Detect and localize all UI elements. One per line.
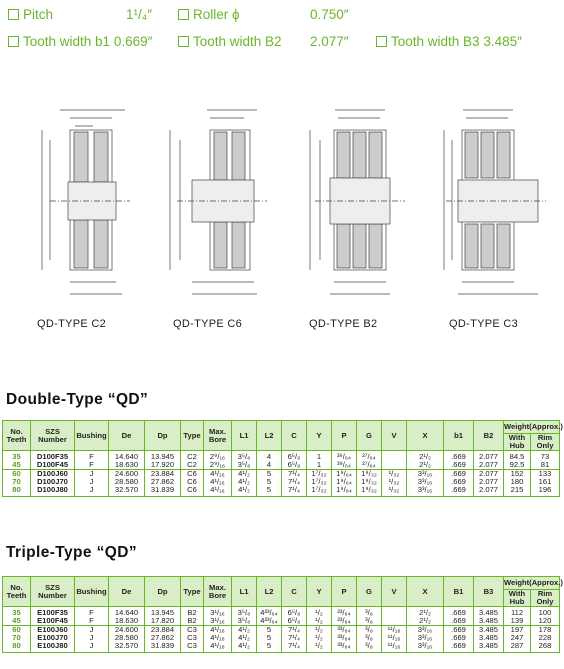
table-cell: 2¹/₂ xyxy=(407,461,444,470)
table-cell: 4¹/₂ xyxy=(232,634,257,642)
table-cell: 3.485 xyxy=(474,642,504,653)
table-cell: 4¹/₂ xyxy=(232,642,257,653)
table-cell: D100J70 xyxy=(31,478,75,486)
table-cell: C2 xyxy=(181,451,204,462)
table-cell: ³/₈ xyxy=(357,626,382,635)
col-header: L2 xyxy=(257,577,282,607)
drawing-c3 xyxy=(438,100,548,305)
table-cell: ³³/₆₄ xyxy=(332,634,357,642)
col-header: B1 xyxy=(444,577,474,607)
table-cell: D100J60 xyxy=(31,470,75,479)
table-cell: .669 xyxy=(444,607,474,618)
table-cell: 70 xyxy=(3,478,31,486)
table-cell: .669 xyxy=(444,634,474,642)
table-cell: C6 xyxy=(181,478,204,486)
table-cell: 35 xyxy=(3,451,31,462)
table-cell: 3.485 xyxy=(474,626,504,635)
triple-type-table xyxy=(2,576,563,653)
table-cell: D100J80 xyxy=(31,486,75,497)
table-cell: 45 xyxy=(3,617,31,626)
table-cell: 197 xyxy=(504,626,531,635)
table-cell: 2.077 xyxy=(474,486,504,497)
b1-value: 0.669″ xyxy=(113,34,153,49)
table-cell: 3³/₁₆ xyxy=(407,470,444,479)
table-cell: 196 xyxy=(531,486,560,497)
table-cell: 23.884 xyxy=(145,626,181,635)
table-cell: 4¹/₁₆ xyxy=(204,626,232,635)
table-cell: 6⁵/₈ xyxy=(282,461,307,470)
table-cell: ³/₈ xyxy=(357,642,382,653)
table-cell xyxy=(382,607,407,618)
checkbox-icon xyxy=(178,36,189,47)
table-cell: 5 xyxy=(257,478,282,486)
col-header: Type xyxy=(181,577,204,607)
table-cell: .669 xyxy=(444,478,474,486)
col-header: With Hub xyxy=(504,434,531,451)
table-cell: 215 xyxy=(504,486,531,497)
double-type-body xyxy=(3,451,560,497)
table-cell: 1⁷/₃₂ xyxy=(307,478,332,486)
table-cell: 5 xyxy=(257,634,282,642)
table-cell: F xyxy=(75,461,109,470)
table-cell: 3⁵/₈ xyxy=(232,617,257,626)
table-cell: 6⁵/₈ xyxy=(282,451,307,462)
table-cell: ¹/₃₂ xyxy=(382,478,407,486)
table-cell: 3³/₁₆ xyxy=(407,478,444,486)
table-cell: 178 xyxy=(531,626,560,635)
table-cell: 70 xyxy=(3,634,31,642)
table-cell: 3¹/₁₆ xyxy=(204,607,232,618)
table-cell: .669 xyxy=(444,461,474,470)
table-row xyxy=(3,461,560,470)
table-cell: 13.945 xyxy=(145,607,181,618)
spec-pitch-value xyxy=(126,7,152,22)
drawing-label: QD-TYPE C2 xyxy=(37,318,107,330)
b1-label: Tooth width b1 xyxy=(23,34,111,49)
table-cell: 7¹/₄ xyxy=(282,634,307,642)
table-cell: C3 xyxy=(181,634,204,642)
table-cell: ¹¹/₁₆ xyxy=(382,642,407,653)
table-cell: 228 xyxy=(531,634,560,642)
table-cell: 1⁹/₆₄ xyxy=(332,470,357,479)
table-cell: 60 xyxy=(3,626,31,635)
table-row xyxy=(3,486,560,497)
table-cell: .669 xyxy=(444,642,474,653)
spec-b2 xyxy=(178,34,282,49)
checkbox-icon xyxy=(8,9,19,20)
table-cell: 3³/₁₆ xyxy=(407,642,444,653)
table-cell: 287 xyxy=(504,642,531,653)
table-cell: 152 xyxy=(504,470,531,479)
table-cell: F xyxy=(75,607,109,618)
table-cell: 3⁵/₈ xyxy=(232,607,257,618)
table-cell: C3 xyxy=(181,626,204,635)
table-cell: J xyxy=(75,642,109,653)
table-cell: ³⁹/₆₄ xyxy=(332,451,357,462)
table-cell: 3⁵/₈ xyxy=(232,461,257,470)
checkbox-icon xyxy=(8,36,19,47)
table-cell: 7¹/₄ xyxy=(282,470,307,479)
table-row xyxy=(3,607,560,618)
table-cell: 3³/₁₆ xyxy=(407,634,444,642)
table-row xyxy=(3,634,560,642)
col-header: V xyxy=(382,577,407,607)
col-header: B2 xyxy=(474,421,504,451)
pitch-label: Pitch xyxy=(23,7,54,22)
table-cell: 2.077 xyxy=(474,451,504,462)
table-cell: E100J60 xyxy=(31,626,75,635)
table-cell: 2.077 xyxy=(474,470,504,479)
table-cell: 27.862 xyxy=(145,634,181,642)
table-cell: E100J70 xyxy=(31,634,75,642)
table-cell: C6 xyxy=(181,486,204,497)
checkbox-icon xyxy=(376,36,387,47)
spec-roller-value xyxy=(310,7,349,22)
triple-type-title: Triple-Type “QD” xyxy=(6,544,137,561)
table-cell: 1⁷/₃₂ xyxy=(307,470,332,479)
table-cell: E100J80 xyxy=(31,642,75,653)
table-cell: 60 xyxy=(3,470,31,479)
table-cell: 1 xyxy=(307,461,332,470)
b2-label: Tooth width B2 xyxy=(193,34,282,49)
table-cell: 3.485 xyxy=(474,617,504,626)
col-header: G xyxy=(357,421,382,451)
table-cell: E100F35 xyxy=(31,607,75,618)
table-cell: 161 xyxy=(531,478,560,486)
table-cell: 268 xyxy=(531,642,560,653)
table-cell: F xyxy=(75,451,109,462)
col-header: C xyxy=(282,421,307,451)
table-cell: 2¹/₂ xyxy=(407,607,444,618)
table-cell: ¹/₂ xyxy=(307,634,332,642)
spec-roller xyxy=(178,7,240,22)
table-cell: 80 xyxy=(3,642,31,653)
roller-label: Roller ϕ xyxy=(193,7,240,22)
weight-header: Weight(Approx.) xyxy=(504,421,560,434)
table-cell: B2 xyxy=(181,617,204,626)
table-cell: 92.5 xyxy=(504,461,531,470)
table-cell: J xyxy=(75,626,109,635)
table-cell: 45 xyxy=(3,461,31,470)
table-row xyxy=(3,478,560,486)
table-cell: .669 xyxy=(444,486,474,497)
table-cell: 247 xyxy=(504,634,531,642)
table-cell: .669 xyxy=(444,617,474,626)
table-cell: 4¹/₁₆ xyxy=(204,486,232,497)
table-cell: 4¹/₂ xyxy=(232,478,257,486)
table-row xyxy=(3,626,560,635)
col-header: Rim Only xyxy=(531,590,560,607)
table-cell: 28.580 xyxy=(109,634,145,642)
table-cell: ³³/₆₄ xyxy=(332,642,357,653)
drawing-c2 xyxy=(30,100,140,305)
col-header: L2 xyxy=(257,421,282,451)
table-cell: 2¹/₂ xyxy=(407,617,444,626)
table-cell: ¹¹/₁₆ xyxy=(382,634,407,642)
col-header: Type xyxy=(181,421,204,451)
table-cell: 81 xyxy=(531,461,560,470)
table-cell: 100 xyxy=(531,607,560,618)
col-header: C xyxy=(282,577,307,607)
col-header: Dp xyxy=(145,577,181,607)
table-cell: 14.640 xyxy=(109,607,145,618)
spec-pitch xyxy=(8,7,53,22)
table-cell: ²³/₆₄ xyxy=(332,607,357,618)
table-cell: C6 xyxy=(181,470,204,479)
table-cell: 3⁵/₈ xyxy=(232,451,257,462)
table-cell: J xyxy=(75,478,109,486)
table-cell: ³/₈ xyxy=(357,617,382,626)
table-cell: 24.600 xyxy=(109,626,145,635)
table-cell: 73 xyxy=(531,451,560,462)
table-cell: 1 xyxy=(307,451,332,462)
col-header: V xyxy=(382,421,407,451)
table-cell: 2¹/₂ xyxy=(407,451,444,462)
table-cell: .669 xyxy=(444,626,474,635)
col-header: Max. Bore xyxy=(204,421,232,451)
col-header: Bushing xyxy=(75,577,109,607)
col-header: De xyxy=(109,421,145,451)
table-cell: 3.485 xyxy=(474,634,504,642)
table-cell: J xyxy=(75,634,109,642)
pitch-value: 1¹/₄″ xyxy=(126,7,153,22)
col-header: Y xyxy=(307,577,332,607)
table-cell: 4²³/₆₄ xyxy=(257,607,282,618)
table-row xyxy=(3,470,560,479)
table-cell: 17.920 xyxy=(145,461,181,470)
table-cell: 1⁹/₃₂ xyxy=(357,470,382,479)
col-header: SZS Number xyxy=(31,421,75,451)
table-cell: C2 xyxy=(181,461,204,470)
drawing-b2 xyxy=(300,100,410,305)
table-cell: 23.884 xyxy=(145,470,181,479)
table-cell: ¹/₂ xyxy=(307,607,332,618)
col-header: P xyxy=(332,421,357,451)
weight-header: Weight(Approx.) xyxy=(504,577,560,590)
table-cell: 4¹/₁₆ xyxy=(204,478,232,486)
drawing-c6 xyxy=(162,100,272,305)
col-header: Bushing xyxy=(75,421,109,451)
table-cell: 27.862 xyxy=(145,478,181,486)
table-cell: ¹/₂ xyxy=(307,617,332,626)
table-cell: 2⁹/₁₆ xyxy=(204,461,232,470)
b3-value: 3.485″ xyxy=(483,34,522,49)
table-cell: 80 xyxy=(3,486,31,497)
table-cell: 4¹/₂ xyxy=(232,626,257,635)
table-cell: 7¹/₄ xyxy=(282,626,307,635)
table-cell: ¹/₃₂ xyxy=(382,486,407,497)
table-row xyxy=(3,642,560,653)
col-header: L1 xyxy=(232,577,257,607)
table-cell: 18.630 xyxy=(109,461,145,470)
table-cell: 1⁹/₃₂ xyxy=(357,478,382,486)
table-cell: 2.077 xyxy=(474,461,504,470)
table-cell: 180 xyxy=(504,478,531,486)
table-row xyxy=(3,451,560,462)
table-cell: 4 xyxy=(257,451,282,462)
col-header: X xyxy=(407,577,444,607)
col-header: SZS Number xyxy=(31,577,75,607)
drawing-label: QD-TYPE B2 xyxy=(309,318,378,330)
table-cell: ³/₈ xyxy=(357,634,382,642)
spec-b2-value xyxy=(310,34,349,49)
double-type-table xyxy=(2,420,563,497)
b3-label: Tooth width B3 xyxy=(391,34,480,49)
table-row xyxy=(3,617,560,626)
col-header: b1 xyxy=(444,421,474,451)
table-cell: 14.640 xyxy=(109,451,145,462)
table-cell: 35 xyxy=(3,607,31,618)
table-cell: D100F45 xyxy=(31,461,75,470)
table-cell: 13.945 xyxy=(145,451,181,462)
table-cell: B2 xyxy=(181,607,204,618)
table-cell: ³³/₆₄ xyxy=(332,626,357,635)
drawing-label: QD-TYPE C6 xyxy=(173,318,243,330)
table-cell: 3¹/₁₆ xyxy=(204,617,232,626)
drawing-label: QD-TYPE C3 xyxy=(449,318,519,330)
table-cell: ¹/₂ xyxy=(307,626,332,635)
table-cell: 1⁹/₃₂ xyxy=(357,486,382,497)
table-cell: 139 xyxy=(504,617,531,626)
double-type-title: Double-Type “QD” xyxy=(6,391,149,408)
table-cell: 120 xyxy=(531,617,560,626)
table-cell: J xyxy=(75,486,109,497)
table-cell: J xyxy=(75,470,109,479)
table-cell: E100F45 xyxy=(31,617,75,626)
table-cell: 4¹/₂ xyxy=(232,470,257,479)
col-header: No. Teeth xyxy=(3,577,31,607)
col-header: Rim Only xyxy=(531,434,560,451)
col-header: De xyxy=(109,577,145,607)
table-cell: 3.485 xyxy=(474,607,504,618)
col-header: Y xyxy=(307,421,332,451)
table-cell: .669 xyxy=(444,451,474,462)
table-cell: 31.839 xyxy=(145,486,181,497)
table-cell: ²³/₆₄ xyxy=(332,617,357,626)
table-cell: 2.077 xyxy=(474,478,504,486)
roller-value: 0.750″ xyxy=(310,7,349,22)
triple-type-body xyxy=(3,607,560,653)
table-cell: C3 xyxy=(181,642,204,653)
table-cell: 32.570 xyxy=(109,642,145,653)
table-cell: 4¹/₂ xyxy=(232,486,257,497)
table-cell: 1⁷/₃₂ xyxy=(307,486,332,497)
table-cell: 2⁹/₁₆ xyxy=(204,451,232,462)
table-cell: 5 xyxy=(257,642,282,653)
table-cell: 1⁹/₆₄ xyxy=(332,486,357,497)
spec-b3 xyxy=(376,34,522,49)
table-cell: 5 xyxy=(257,626,282,635)
table-cell: 4²³/₆₄ xyxy=(257,617,282,626)
table-cell: 7¹/₄ xyxy=(282,642,307,653)
col-header: With Hub xyxy=(504,590,531,607)
table-cell: 7¹/₄ xyxy=(282,478,307,486)
table-cell: 6⁵/₈ xyxy=(282,607,307,618)
checkbox-icon xyxy=(178,9,189,20)
table-cell: F xyxy=(75,617,109,626)
table-cell: 18.630 xyxy=(109,617,145,626)
col-header: Dp xyxy=(145,421,181,451)
table-cell: 24.600 xyxy=(109,470,145,479)
b2-value: 2.077″ xyxy=(310,34,349,49)
col-header: P xyxy=(332,577,357,607)
table-cell: ²⁷/₆₄ xyxy=(357,451,382,462)
table-cell: D100F35 xyxy=(31,451,75,462)
table-cell: 4¹/₁₆ xyxy=(204,642,232,653)
col-header: L1 xyxy=(232,421,257,451)
table-cell: ²⁷/₆₄ xyxy=(357,461,382,470)
table-cell: 3³/₁₆ xyxy=(407,626,444,635)
table-cell: 5 xyxy=(257,470,282,479)
table-cell: 7¹/₄ xyxy=(282,486,307,497)
table-cell: 5 xyxy=(257,486,282,497)
spec-b1 xyxy=(8,34,152,49)
table-cell: 3³/₁₆ xyxy=(407,486,444,497)
table-cell: ¹/₃₂ xyxy=(382,470,407,479)
table-cell: ³⁹/₆₄ xyxy=(332,461,357,470)
col-header: B3 xyxy=(474,577,504,607)
table-cell: 32.570 xyxy=(109,486,145,497)
col-header: Max. Bore xyxy=(204,577,232,607)
table-cell: ¹¹/₁₆ xyxy=(382,626,407,635)
col-header: G xyxy=(357,577,382,607)
table-cell: 31.839 xyxy=(145,642,181,653)
table-cell: 84.5 xyxy=(504,451,531,462)
table-cell: 6⁵/₈ xyxy=(282,617,307,626)
table-cell: 17.820 xyxy=(145,617,181,626)
table-cell: ³/₈ xyxy=(357,607,382,618)
col-header: X xyxy=(407,421,444,451)
table-cell: .669 xyxy=(444,470,474,479)
table-cell: ¹/₂ xyxy=(307,642,332,653)
table-cell: 4¹/₁₆ xyxy=(204,634,232,642)
table-cell xyxy=(382,451,407,462)
table-cell: 133 xyxy=(531,470,560,479)
table-cell: 4 xyxy=(257,461,282,470)
table-cell: 28.580 xyxy=(109,478,145,486)
table-cell: 112 xyxy=(504,607,531,618)
table-cell: 1⁹/₆₄ xyxy=(332,478,357,486)
table-cell: 4¹/₁₆ xyxy=(204,470,232,479)
col-header: No. Teeth xyxy=(3,421,31,451)
